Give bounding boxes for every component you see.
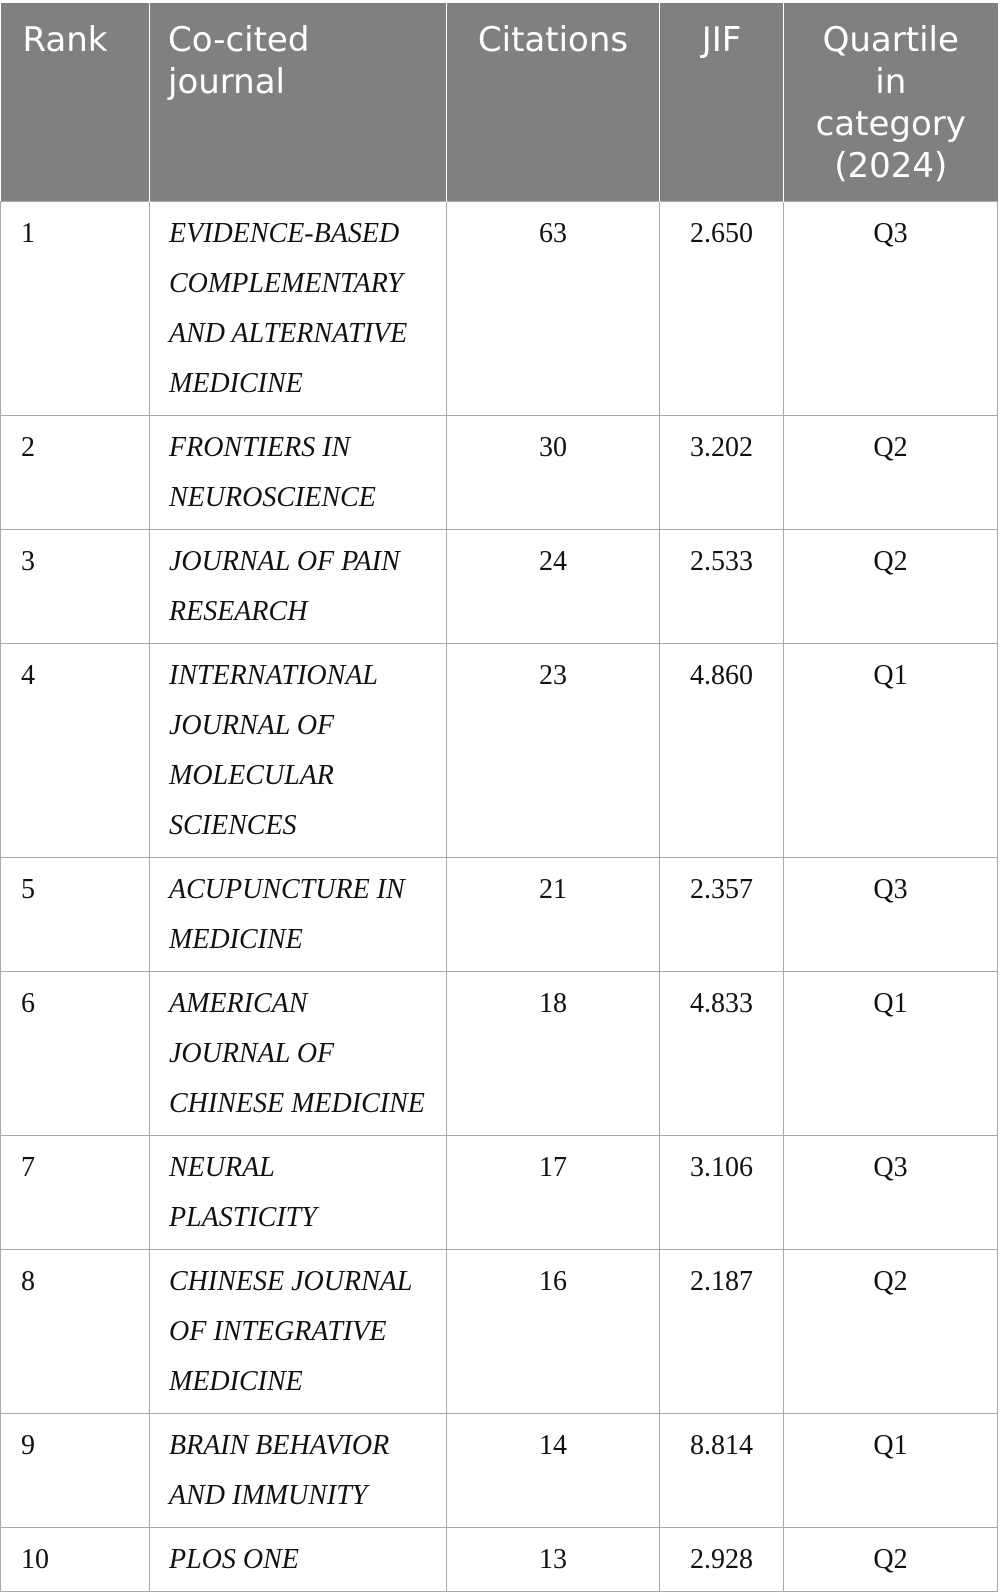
table-row [1, 1528, 998, 1592]
cell-journal: EVIDENCE-BASED COMPLEMENTARY AND ALTERNATIVE MEDICINE [150, 202, 447, 416]
cell-jif: 2.187 [660, 1250, 784, 1414]
cell-jif: 4.833 [660, 972, 784, 1136]
cell-citations: 16 [447, 1250, 660, 1414]
table-body [1, 202, 998, 1592]
cell-jif: 8.814 [660, 1414, 784, 1528]
cell-journal: ACUPUNCTURE IN MEDICINE [150, 858, 447, 972]
cell-jif: 3.202 [660, 416, 784, 530]
table-row [1, 644, 998, 858]
cell-journal: JOURNAL OF PAIN RESEARCH [150, 530, 447, 644]
cell-citations: 63 [447, 202, 660, 416]
cell-rank: 6 [1, 972, 150, 1136]
cell-citations: 24 [447, 530, 660, 644]
table-row [1, 858, 998, 972]
cell-jif: 2.650 [660, 202, 784, 416]
cell-quartile: Q2 [784, 416, 998, 530]
cell-journal: BRAIN BEHAVIOR AND IMMUNITY [150, 1414, 447, 1528]
cell-rank: 7 [1, 1136, 150, 1250]
table-row [1, 972, 998, 1136]
cell-quartile: Q3 [784, 1136, 998, 1250]
cell-rank: 1 [1, 202, 150, 416]
cell-citations: 13 [447, 1528, 660, 1592]
cell-journal: FRONTIERS IN NEUROSCIENCE [150, 416, 447, 530]
cell-journal: AMERICAN JOURNAL OF CHINESE MEDICINE [150, 972, 447, 1136]
header-quartile: Quartile in category (2024) [784, 3, 998, 202]
table-row [1, 1136, 998, 1250]
cell-jif: 2.928 [660, 1528, 784, 1592]
header-jif: JIF [660, 3, 784, 202]
cell-jif: 4.860 [660, 644, 784, 858]
cell-quartile: Q1 [784, 972, 998, 1136]
cell-journal: CHINESE JOURNAL OF INTEGRATIVE MEDICINE [150, 1250, 447, 1414]
cell-citations: 30 [447, 416, 660, 530]
cell-rank: 9 [1, 1414, 150, 1528]
cell-journal: INTERNATIONAL JOURNAL OF MOLECULAR SCIENCES [150, 644, 447, 858]
header-citations: Citations [447, 3, 660, 202]
cell-citations: 17 [447, 1136, 660, 1250]
cell-jif: 3.106 [660, 1136, 784, 1250]
cell-citations: 18 [447, 972, 660, 1136]
header-journal: Co-cited journal [150, 3, 447, 202]
table-row [1, 530, 998, 644]
cell-rank: 5 [1, 858, 150, 972]
header-rank: Rank [1, 3, 150, 202]
table-row [1, 1250, 998, 1414]
cell-jif: 2.357 [660, 858, 784, 972]
cell-quartile: Q3 [784, 202, 998, 416]
cell-quartile: Q2 [784, 530, 998, 644]
cell-journal: NEURAL PLASTICITY [150, 1136, 447, 1250]
cell-quartile: Q1 [784, 1414, 998, 1528]
cell-quartile: Q3 [784, 858, 998, 972]
table-header [1, 3, 998, 202]
table-row [1, 202, 998, 416]
table-row [1, 1414, 998, 1528]
cell-rank: 4 [1, 644, 150, 858]
header-row [1, 3, 998, 202]
cell-citations: 14 [447, 1414, 660, 1528]
cell-jif: 2.533 [660, 530, 784, 644]
table-row [1, 416, 998, 530]
cell-quartile: Q2 [784, 1528, 998, 1592]
cell-rank: 3 [1, 530, 150, 644]
cell-journal: PLOS ONE [150, 1528, 447, 1592]
cell-rank: 2 [1, 416, 150, 530]
cell-quartile: Q2 [784, 1250, 998, 1414]
cell-quartile: Q1 [784, 644, 998, 858]
cell-rank: 8 [1, 1250, 150, 1414]
cell-citations: 23 [447, 644, 660, 858]
co-cited-journals-table [0, 3, 998, 1592]
cell-citations: 21 [447, 858, 660, 972]
cell-rank: 10 [1, 1528, 150, 1592]
